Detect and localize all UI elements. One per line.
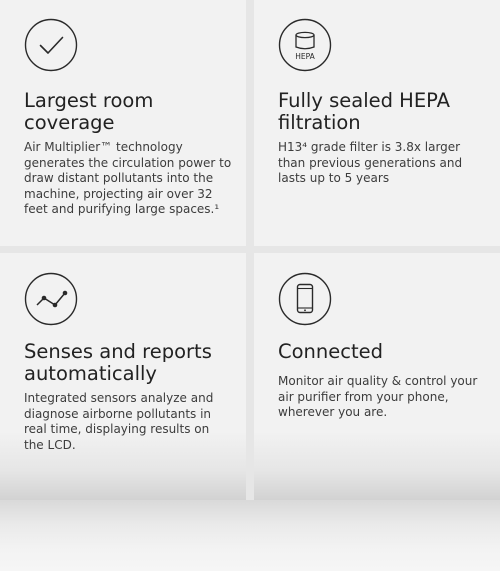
- floor-reflection: [0, 500, 500, 571]
- hepa-icon-label: HEPA: [295, 52, 315, 61]
- feature-title: Largest room coverage: [24, 89, 154, 134]
- row-divider: [0, 246, 500, 253]
- feature-title: Connected: [278, 340, 384, 363]
- feature-card-room-coverage: [0, 0, 246, 246]
- smartphone-icon: [278, 272, 332, 326]
- feature-description: H13⁴ grade filter is 3.8x larger than previous generations and lasts up to 5 years: [278, 140, 463, 185]
- feature-card-connected: [254, 253, 500, 500]
- feature-description: Integrated sensors analyze and diagnose airborne pollutants in real time, displaying results on the LCD.: [24, 391, 214, 452]
- feature-title: Fully sealed HEPA filtration: [278, 89, 451, 134]
- hepa-filter-icon: [278, 18, 332, 72]
- checkmark-circle-icon: [24, 18, 78, 72]
- feature-description: Monitor air quality & control your air purifier from your phone, wherever you are.: [278, 374, 478, 419]
- line-graph-icon: [24, 272, 78, 326]
- feature-description: Air Multiplier™ technology generates the circulation power to draw distant pollutants into the machine, projecting air over 32 feet and purifying large spaces.¹: [24, 140, 232, 216]
- feature-title: Senses and reports automatically: [24, 340, 212, 385]
- feature-card-sensors: [0, 253, 246, 500]
- feature-card-hepa-filtration: [254, 0, 500, 246]
